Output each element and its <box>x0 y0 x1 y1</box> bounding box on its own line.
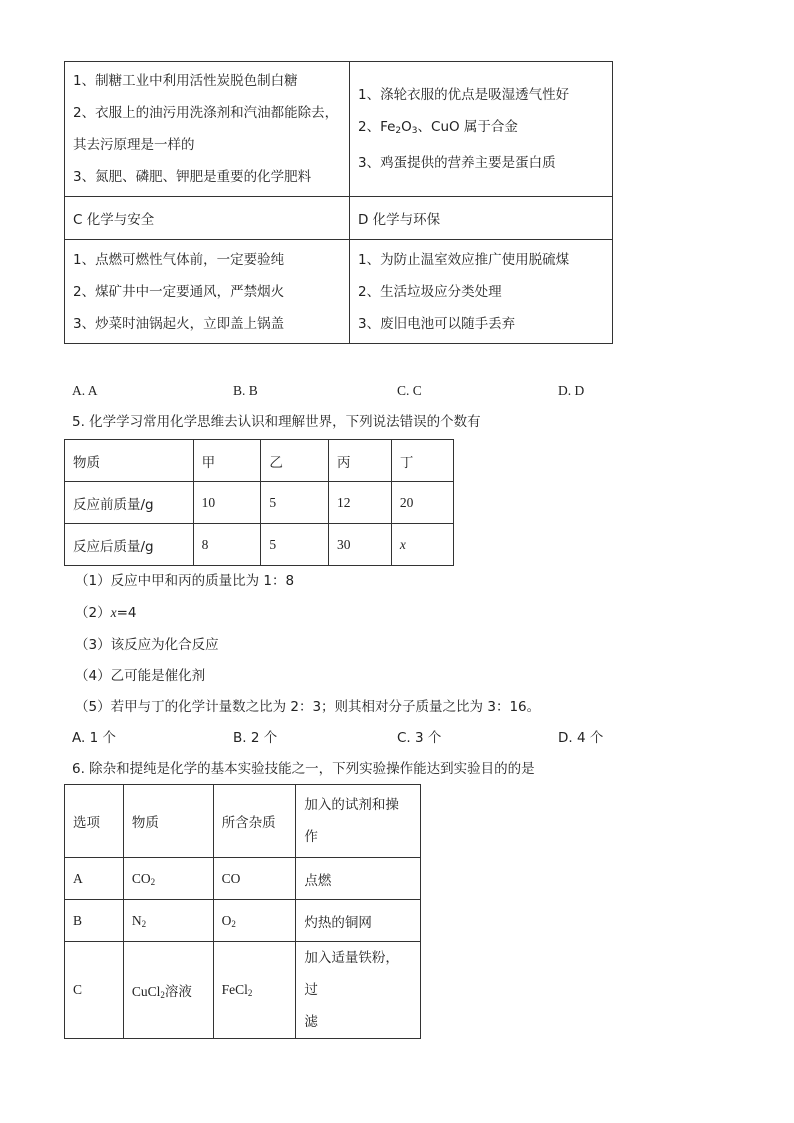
list-item: 1、涤轮衣服的优点是吸湿透气性好 <box>358 87 570 103</box>
table-cell: 加入适量铁粉，过 滤 <box>296 942 421 1039</box>
table-cell: 8 <box>193 524 261 566</box>
q5-statement-5: （5）若甲与丁的化学计量数之比为 2：3；则其相对分子质量之比为 3：16。 <box>75 699 541 715</box>
list-item: 其去污原理是一样的 <box>73 137 195 153</box>
list-item: 1、制糖工业中利用活性炭脱色制白糖 <box>73 73 298 89</box>
table-row <box>65 440 454 482</box>
table-cell: A <box>65 858 124 900</box>
option-b[interactable]: B. B <box>233 383 258 398</box>
table-header-cell: 物质 <box>123 785 213 858</box>
table-cell: C <box>65 942 124 1039</box>
cell-c-header: C 化学与安全 <box>65 197 350 240</box>
table-row <box>65 62 613 197</box>
table-cell: $CO_2$ <box>123 858 213 900</box>
table-row <box>65 785 421 858</box>
list-item: 3、鸡蛋提供的营养主要是蛋白质 <box>358 155 556 171</box>
q5-statement-4: （4）乙可能是催化剂 <box>75 668 206 684</box>
table-cell: 10 <box>193 482 261 524</box>
cell-d-content <box>350 240 613 344</box>
list-item: 3、氮肥、磷肥、钾肥是重要的化学肥料 <box>73 169 312 185</box>
cell-a-content <box>65 62 350 197</box>
table-header-cell: 丙 <box>328 440 391 482</box>
table-cell: B <box>65 900 124 942</box>
q5-data-table <box>64 439 454 566</box>
table-cell: 20 <box>391 482 453 524</box>
q4-options-table <box>64 61 613 344</box>
table-header-cell: 选项 <box>65 785 124 858</box>
option-b[interactable]: B. 2 个 <box>233 730 278 746</box>
table-cell: CO <box>213 858 296 900</box>
table-cell: 30 <box>328 524 391 566</box>
table-cell: 5 <box>261 482 329 524</box>
q5-stem: 5. 化学学习常用化学思维去认识和理解世界，下列说法错误的个数有 <box>72 414 481 430</box>
table-cell: x <box>391 524 453 566</box>
option-c[interactable]: C. C <box>397 383 422 398</box>
table-header-cell: 物质 <box>65 440 194 482</box>
option-a[interactable]: A. 1 个 <box>72 730 116 746</box>
q5-statement-1: （1）反应中甲和丙的质量比为 1：8 <box>75 573 295 589</box>
option-d[interactable]: D. D <box>558 383 585 398</box>
q6-stem: 6. 除杂和提纯是化学的基本实验技能之一，下列实验操作能达到实验目的的是 <box>72 761 535 777</box>
table-cell: 反应后质量/g <box>65 524 194 566</box>
option-d[interactable]: D. 4 个 <box>558 730 604 746</box>
q5-statement-2: （2）x=4 <box>75 605 137 621</box>
cell-c-content <box>65 240 350 344</box>
list-item: 2、$Fe_2O_3$、CuO 属于合金 <box>358 119 518 136</box>
list-item: 3、废旧电池可以随手丢弃 <box>358 315 516 332</box>
option-a[interactable]: A. A <box>72 383 98 398</box>
table-cell: FeCl$_2$ <box>213 942 296 1039</box>
q6-impurity-table <box>64 784 421 1039</box>
list-item: 2、煤矿井中一定要通风，严禁烟火 <box>73 283 285 300</box>
table-cell: 反应前质量/g <box>65 482 194 524</box>
table-cell: 12 <box>328 482 391 524</box>
q4-answer-options <box>72 381 612 401</box>
table-row <box>65 524 454 566</box>
table-cell: $O_2$ <box>213 900 296 942</box>
list-item: 3、炒菜时油锅起火，立即盖上锅盖 <box>73 315 285 332</box>
table-row <box>65 858 421 900</box>
option-c[interactable]: C. 3 个 <box>397 730 442 746</box>
table-cell: CuCl$_2$溶液 <box>123 942 213 1039</box>
table-cell: 5 <box>261 524 329 566</box>
q5-statement-3: （3）该反应为化合反应 <box>75 637 219 653</box>
table-row <box>65 240 613 344</box>
cell-d-header: D 化学与环保 <box>350 197 613 240</box>
list-item: 2、衣服上的油污用洗涤剂和汽油都能除去， <box>73 105 339 121</box>
table-row <box>65 900 421 942</box>
table-header-cell: 甲 <box>193 440 261 482</box>
table-row <box>65 197 613 240</box>
table-header-cell: 加入的试剂和操 作 <box>296 785 421 858</box>
q5-answer-options <box>72 728 612 748</box>
table-header-cell: 所含杂质 <box>213 785 296 858</box>
cell-b-content <box>350 62 613 197</box>
table-row <box>65 942 421 1039</box>
list-item: 1、点燃可燃性气体前，一定要验纯 <box>73 251 285 268</box>
table-row <box>65 482 454 524</box>
list-item: 2、生活垃圾应分类处理 <box>358 283 502 300</box>
table-header-cell: 乙 <box>261 440 329 482</box>
list-item: 1、为防止温室效应推广使用脱硫煤 <box>358 251 570 268</box>
table-header-cell: 丁 <box>391 440 453 482</box>
table-cell: 点燃 <box>296 858 421 900</box>
table-cell: $N_2$ <box>123 900 213 942</box>
table-cell: 灼热的铜网 <box>296 900 421 942</box>
